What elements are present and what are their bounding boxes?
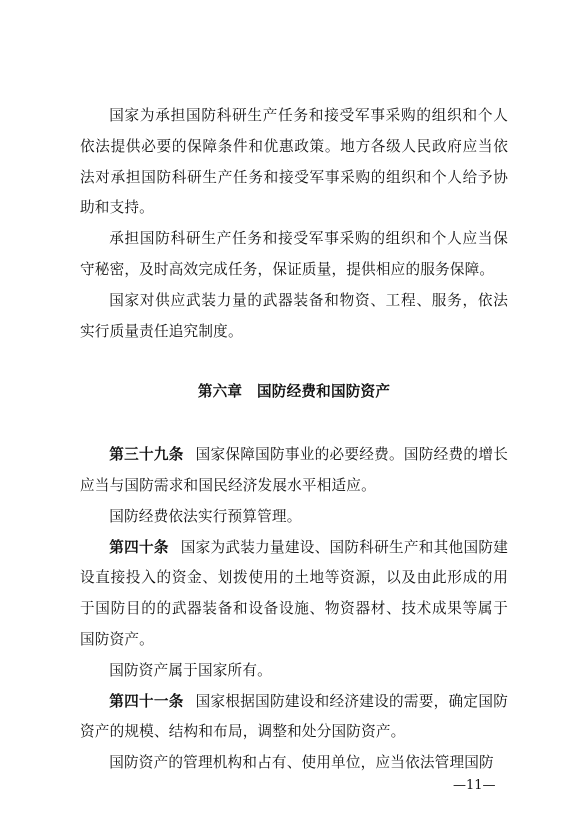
paragraph: 承担国防科研生产任务和接受军事采购的组织和个人应当保守秘密，及时高效完成任务，保证质量，提供相应的服务保障。 (80, 230, 508, 278)
page-number: —11— (453, 778, 496, 793)
paragraph: 国防资产的管理机构和占有、使用单位，应当依法管理国防 (109, 754, 494, 772)
article-paragraph (80, 440, 508, 502)
article-text: 国家根据国防建设和经济建设的需要，确定国防资产的规模、结构和布局，调整和处分国防资产。 (80, 692, 508, 741)
article-label: 第四十一条 (109, 692, 184, 710)
paragraph: 国防经费依法实行预算管理。 (109, 507, 302, 525)
article-label: 第三十九条 (109, 446, 184, 464)
paragraph: 国家为承担国防科研生产任务和接受军事采购的组织和个人依法提供必要的保障条件和优惠政策。地方各级人民政府应当依法对承担国防科研生产任务和接受军事采购的组织和个人给予协助和支持。 (80, 107, 508, 217)
chapter-title: 第六章 国防经费和国防资产 (197, 383, 391, 401)
paragraph: 国防资产属于国家所有。 (109, 661, 272, 679)
article-text: 国家为武装力量建设、国防科研生产和其他国防建设直接投入的资金、划拨使用的土地等资源，以及由此形成的用于国防目的的武器装备和设备设施、物资器材、技术成果等属于国防资产。 (80, 538, 508, 648)
document-page (80, 101, 508, 779)
article-paragraph (80, 687, 508, 749)
article-label: 第四十条 (109, 538, 169, 556)
article-text: 国家保障国防事业的必要经费。国防经费的增长应当与国防需求和国民经济发展水平相适应。 (80, 446, 508, 494)
paragraph: 国家对供应武装力量的武器装备和物资、工程、服务，依法实行质量责任追究制度。 (80, 291, 508, 340)
article-paragraph (80, 533, 508, 656)
